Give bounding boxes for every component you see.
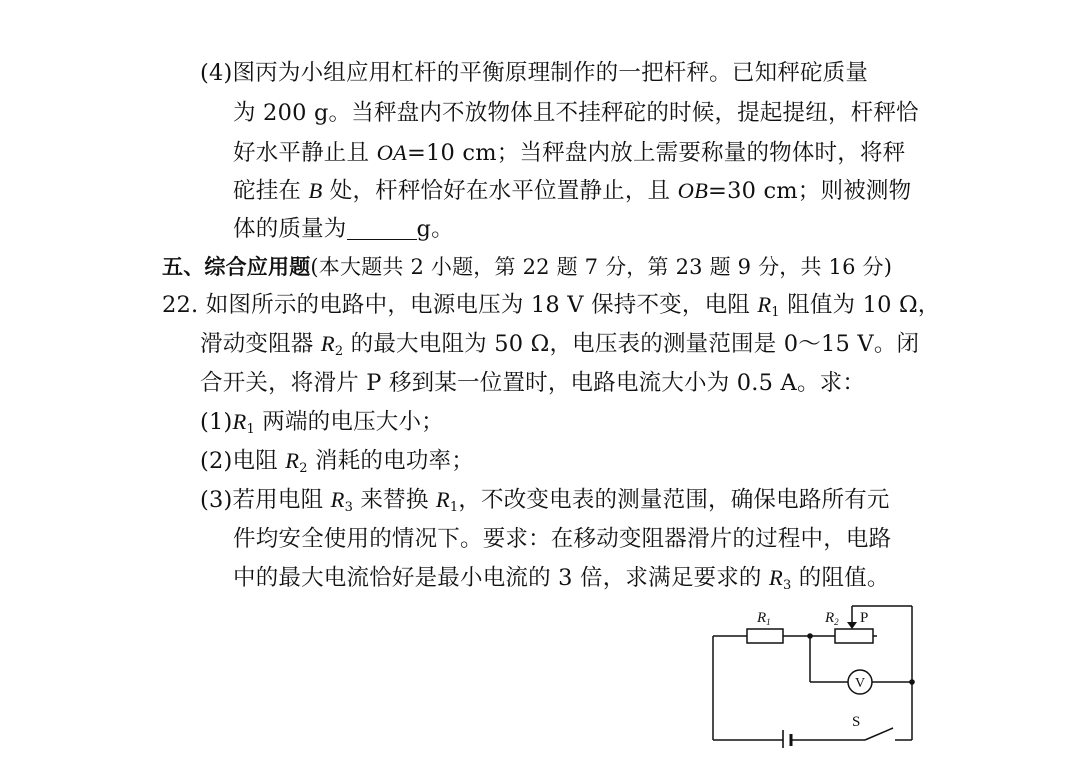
q22-s2-var: R: [285, 448, 300, 473]
q22-sub-question-2: [200, 446, 474, 484]
q22-text-3: 合开关，将滑片 P 移到某一位置时，电路电流大小为 0.5 A。求：: [200, 370, 866, 396]
q4-text-5b: g。: [416, 216, 454, 242]
q22-s3-text-3d: 的阻值。: [791, 565, 890, 591]
q22-s3-num: (3)若用电阻: [200, 487, 331, 513]
q22-s3-sub-1: 1: [449, 500, 459, 515]
q4-text-3c: =10 cm；当秤盘内放上需要称量的物体时，将秤: [406, 140, 906, 166]
q22-s3-text-g: ，不改变电表的测量范围，确保电路所有元: [458, 487, 890, 513]
q22-s3-text-3a: 中的最大电流恰好是最小电流的 3 倍，求满足要求的: [233, 565, 769, 591]
q22-sub-question-3-line-3: [233, 563, 890, 601]
label-voltmeter: V: [854, 676, 866, 691]
q22-sub-2: 2: [334, 344, 344, 359]
q22-sub-question-1: [200, 407, 444, 445]
q22-s1-var: R: [232, 409, 247, 434]
q4-text-5a: 体的质量为: [233, 216, 347, 242]
q22-sub-question-3: [200, 485, 890, 523]
junction-dot-left: [807, 633, 813, 639]
q4-var-ob: OB: [677, 178, 709, 203]
q22-s3-sub-3: 3: [344, 500, 354, 515]
section-note: (本大题共 2 小题，第 22 题 7 分，第 23 题 9 分，共 16 分): [310, 255, 893, 279]
q4-line-1: [200, 58, 868, 88]
q22-var-r2: R: [320, 331, 335, 356]
q4-line-2: [233, 98, 919, 128]
q22-s1-text: 两端的电压大小；: [254, 409, 444, 435]
label-slider-p: P: [860, 610, 869, 626]
junction-dot-right: [909, 679, 915, 685]
q4-line-4: [233, 176, 911, 206]
q22-s3-var-r3: R: [330, 487, 345, 512]
q22-text-2d: 的最大电阻为 50 Ω，电压表的测量范围是 0～15 V。闭: [343, 331, 920, 357]
slider-arrow-icon: [847, 622, 857, 629]
q22-s3-text-d: 来替换: [353, 487, 436, 513]
q22-s2-num: (2)电阻: [200, 448, 286, 474]
q22-s3-var-r1: R: [435, 487, 450, 512]
q22-line-1: [162, 290, 941, 328]
section-heading: [162, 252, 892, 282]
label-r1: $R_1$: [757, 610, 771, 627]
q22-s2-text: 消耗的电功率；: [307, 448, 474, 474]
label-r2: $R_2$: [825, 610, 839, 627]
q22-s3-sub-3b: 3: [782, 578, 792, 593]
q22-sub-1: 1: [771, 305, 780, 320]
q22-s3-text-2: 件均安全使用的情况下。要求：在移动变阻器滑片的过程中，电路: [233, 526, 892, 552]
q4-text-1: (4)图丙为小组应用杠杆的平衡原理制作的一把杆秤。已知秤砣质量: [200, 60, 869, 86]
q22-line-2: [200, 329, 919, 367]
q4-text-2: 为 200 g。当秤盘内不放物体且不挂秤砣的时候，提起提纽，杆秤恰: [233, 100, 919, 126]
circuit-diagram: [705, 598, 925, 748]
switch-blade: [865, 728, 893, 740]
q22-s3-var-r3b: R: [768, 565, 783, 590]
q22-var-r1: R: [757, 292, 772, 317]
q22-text-1d: 阻值为 10 Ω，: [779, 292, 941, 318]
q22-s1-num: (1): [200, 409, 233, 435]
q4-line-5: [233, 214, 454, 244]
q4-text-4c: 处，杆秤恰好在水平位置静止，且: [322, 178, 678, 204]
q22-text-2a: 滑动变阻器: [200, 331, 321, 357]
q4-text-4e: =30 cm；则被测物: [708, 178, 912, 204]
answer-blank: [347, 217, 417, 240]
q4-line-3: [233, 138, 905, 168]
q22-sub-question-3-line-2: [233, 524, 891, 554]
resistor-r1: [747, 629, 783, 643]
q22-line-3: [200, 368, 865, 398]
label-switch: S: [852, 714, 861, 730]
q22-s1-sub: 1: [246, 422, 255, 437]
resistor-r2: [835, 629, 873, 643]
q4-text-3a: 好水平静止且: [233, 140, 377, 166]
q4-var-b: B: [308, 178, 323, 203]
q4-text-4a: 砣挂在: [233, 178, 309, 204]
section-title: 五、综合应用题: [162, 254, 311, 279]
q22-text-1a: 22. 如图所示的电路中，电源电压为 18 V 保持不变，电阻: [162, 292, 758, 318]
q4-var-oa: OA: [376, 140, 407, 165]
q22-s2-sub: 2: [299, 461, 308, 476]
